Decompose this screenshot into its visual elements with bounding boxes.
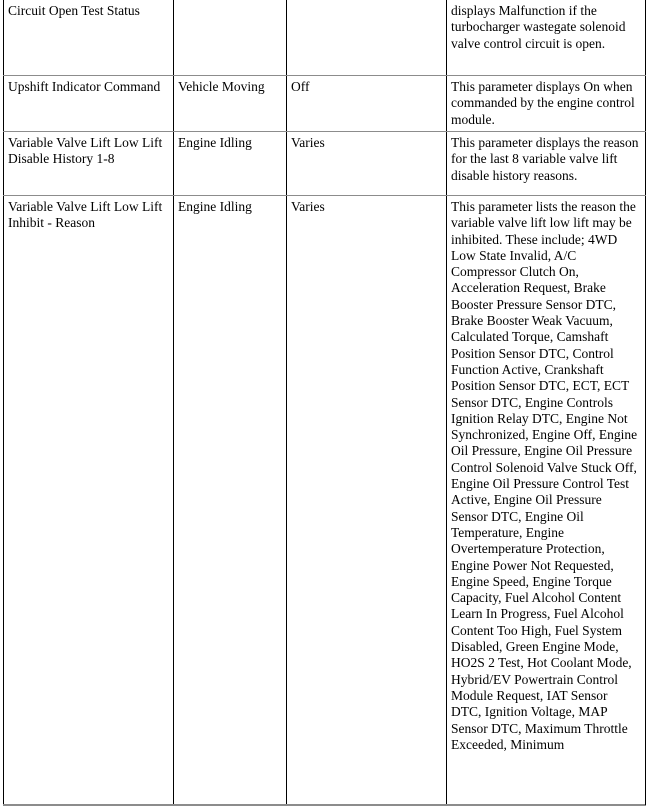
description-text: displays Malfunction if the turbocharger wastegate solenoid valve control circuit is open. xyxy=(451,3,626,51)
table-row xyxy=(4,132,646,196)
cell-parameter-name xyxy=(4,76,174,132)
cell-condition xyxy=(174,132,287,196)
value-text: Varies xyxy=(291,199,325,214)
value-text: Varies xyxy=(291,135,325,150)
parameter-name-text: Upshift Indicator Command xyxy=(8,79,161,94)
table-row xyxy=(4,0,646,76)
table-row xyxy=(4,196,646,806)
description-text: This parameter lists the reason the variable valve lift low lift may be inhibited. These include; 4WD Low State Invalid, A/C Compressor Clutch On, Acceleration Request, Brake Booster Pressure Sensor DTC, Brake Booster Weak Vacuum, Calculated Torque, Camshaft Position Sensor DTC, Control Function Active, Crankshaft Position Sensor DTC, ECT, ECT Sensor DTC, Engine Controls Ignition Relay DTC, Engine Not Synchronized, Engine Off, Engine Oil Pressure, Engine Oil Pressure Control Solenoid Valve Stuck Off, Engine Oil Pressure Control Test Active, Engine Oil Pressure Sensor DTC, Engine Oil Temperature, Engine Overtemperature Protection, Engine Power Not Requested, Engine Speed, Engine Torque Capacity, Fuel Alcohol Content Learn In Progress, Fuel Alcohol Content Too High, Fuel System Disabled, Green Engine Mode, HO2S 2 Test, Hot Coolant Mode, Hybrid/EV Powertrain Control Module Request, IAT Sensor DTC, Ignition Voltage, MAP Sensor DTC, Maximum Throttle Exceeded, Minimum xyxy=(451,199,638,752)
cell-parameter-name xyxy=(4,196,174,806)
parameter-name-text: Variable Valve Lift Low Lift Inhibit - Reason xyxy=(8,199,163,231)
cell-parameter-name xyxy=(4,0,174,76)
cell-description xyxy=(447,196,646,806)
parameter-name-text: Circuit Open Test Status xyxy=(8,3,140,18)
parameter-name-text: Variable Valve Lift Low Lift Disable History 1-8 xyxy=(8,135,163,167)
cell-description xyxy=(447,76,646,132)
description-text: This parameter displays On when commanded by the engine control module. xyxy=(451,79,635,127)
parameter-specification-table xyxy=(3,0,646,806)
condition-text: Engine Idling xyxy=(178,135,252,150)
table-row xyxy=(4,76,646,132)
cell-condition xyxy=(174,0,287,76)
table-bottom-border xyxy=(3,804,645,805)
cell-value xyxy=(287,196,447,806)
value-text: Off xyxy=(291,79,310,94)
cell-value xyxy=(287,132,447,196)
cell-condition xyxy=(174,76,287,132)
description-text: This parameter displays the reason for the last 8 variable valve lift disable history reasons. xyxy=(451,135,639,183)
cell-value xyxy=(287,76,447,132)
cell-parameter-name xyxy=(4,132,174,196)
cell-value xyxy=(287,0,447,76)
cell-description xyxy=(447,132,646,196)
cell-description xyxy=(447,0,646,76)
table-body xyxy=(4,0,646,806)
cell-condition xyxy=(174,196,287,806)
condition-text: Engine Idling xyxy=(178,199,252,214)
condition-text: Vehicle Moving xyxy=(178,79,265,94)
